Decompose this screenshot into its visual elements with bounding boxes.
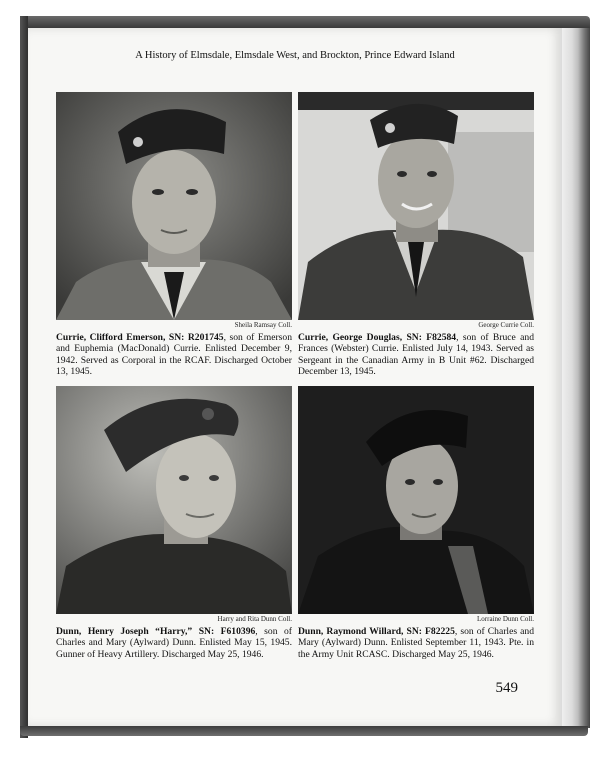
book-gutter [560, 28, 590, 728]
photo-credit: Harry and Rita Dunn Coll. [217, 615, 292, 623]
page-number: 549 [495, 680, 518, 696]
entry-text: , son of Charles and Mary (Aylward) Dunn. Enlisted September 11, 1943. Pte. in the Army Unit RCASC. Discharged May 25, 1946. [298, 626, 534, 660]
entry-name: Currie, George Douglas, SN: F82584 [298, 332, 457, 343]
book-page [28, 28, 562, 726]
entry-text: , son of Emerson and Euphemia (MacDonald) Currie. Enlisted December 9, 1942. Served as Corporal in the RCAF. Discharged October 13, 1945. [56, 332, 292, 378]
photo-credit: Sheila Ramsay Coll. [234, 321, 292, 329]
biography-caption [298, 332, 534, 378]
entry-text: , son of Bruce and Frances (Webster) Currie. Enlisted July 14, 1943. Served as Sergeant in the Canadian Army in B Unit #62. Discharged December 13, 1945. [298, 332, 534, 378]
book-cover-top-edge [20, 16, 590, 28]
biography-caption [298, 626, 534, 660]
portrait-photo [56, 386, 292, 614]
biography-caption [56, 332, 292, 378]
portrait-photo [298, 92, 534, 320]
running-head: A History of Elmsdale, Elmsdale West, and Brockton, Prince Edward Island [135, 50, 455, 61]
photo-credit: Lorraine Dunn Coll. [477, 615, 534, 623]
biography-caption [56, 626, 292, 660]
book-cover-left-edge [20, 16, 28, 738]
entry-currie-clifford [56, 92, 292, 378]
entry-name: Dunn, Raymond Willard, SN: F82225 [298, 626, 455, 637]
photo-credit: George Currie Coll. [478, 321, 534, 329]
entry-text: , son of Charles and Mary (Aylward) Dunn. Enlisted May 15, 1945. Gunner of Heavy Artillery. Discharged May 25, 1946. [56, 626, 292, 660]
entry-dunn-raymond [298, 386, 534, 660]
book-cover-bottom-edge [20, 726, 588, 736]
entry-currie-george [298, 92, 534, 378]
portrait-photo [56, 92, 292, 320]
portrait-photo [298, 386, 534, 614]
entry-name: Currie, Clifford Emerson, SN: R201745 [56, 332, 224, 343]
entry-dunn-henry [56, 386, 292, 660]
entry-name: Dunn, Henry Joseph “Harry,” SN: F610396 [56, 626, 256, 637]
